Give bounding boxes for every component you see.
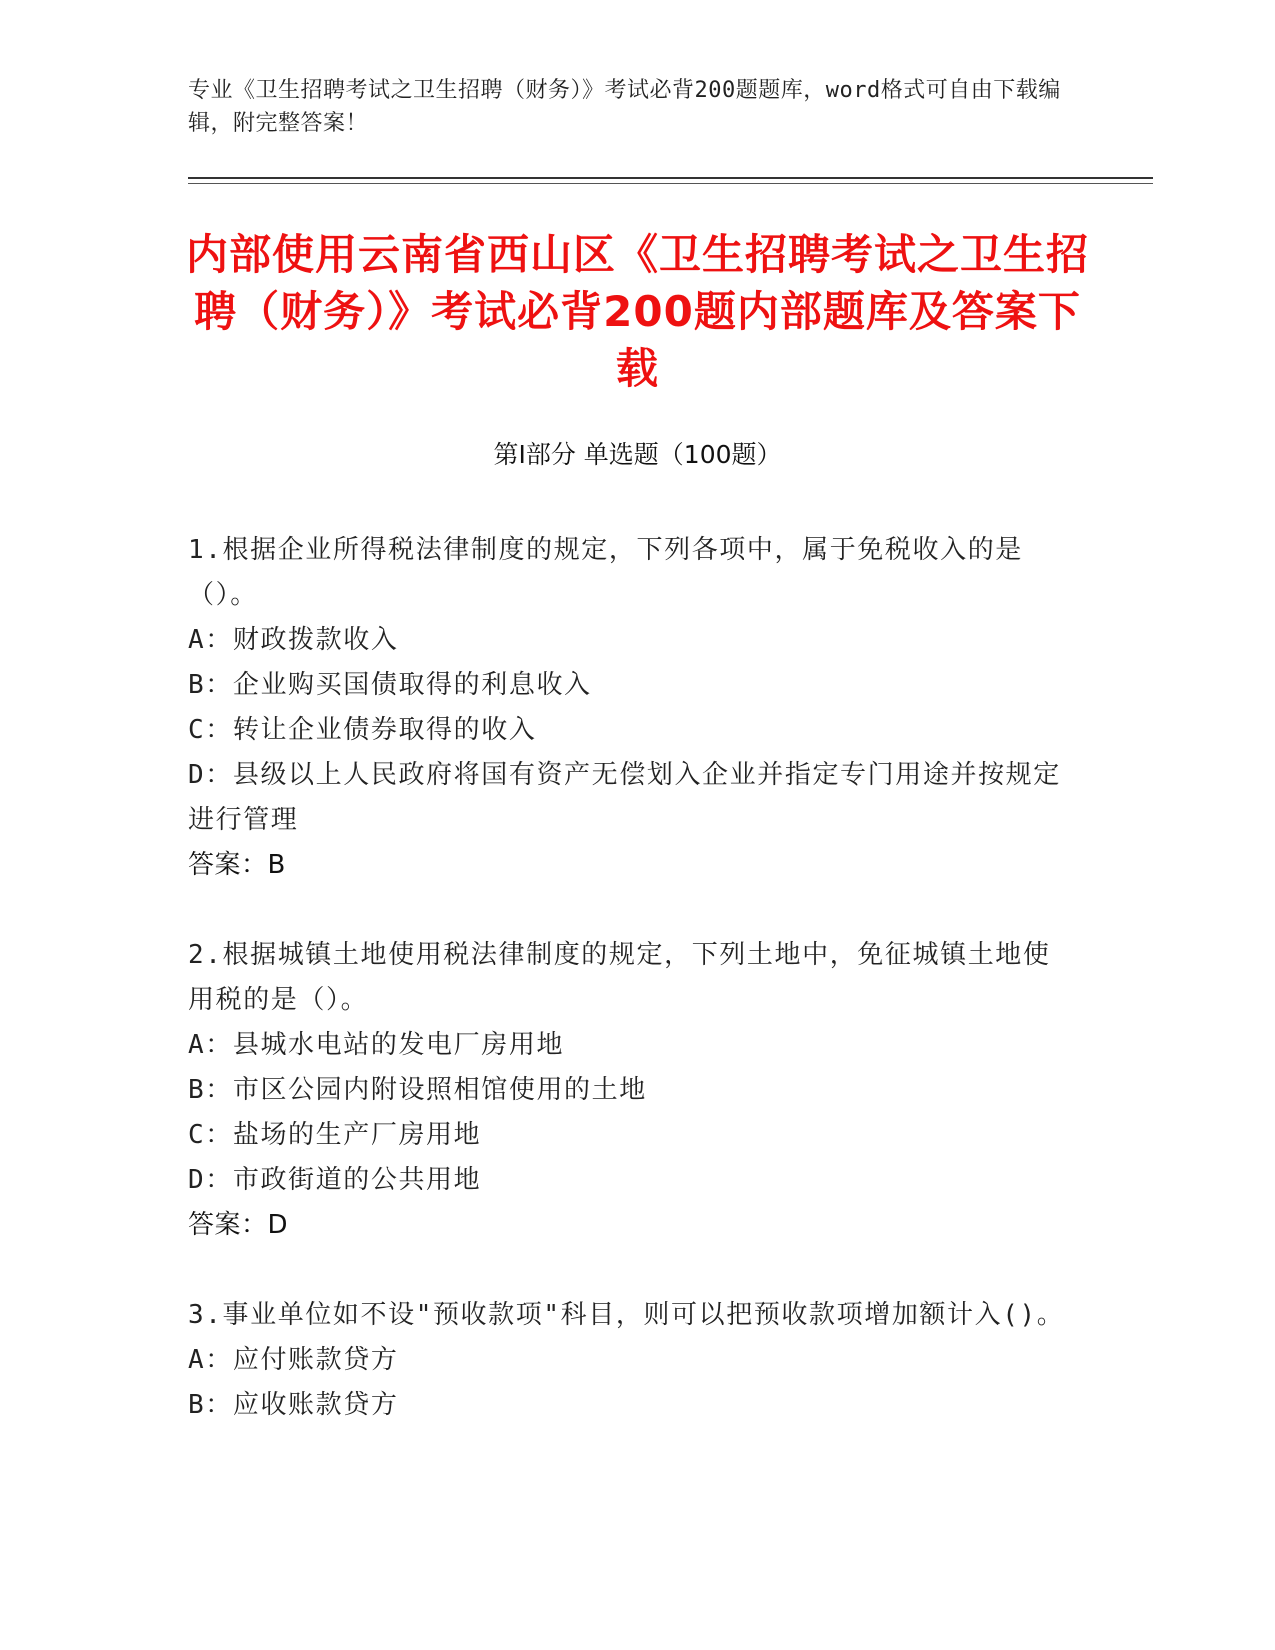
- header-note: 专业《卫生招聘考试之卫生招聘（财务）》考试必背200题题库，word格式可自由下载编辑，附完整答案！: [188, 78, 1061, 136]
- question-2: [188, 933, 1078, 1248]
- question-3: [188, 1293, 1078, 1428]
- question-stem: 3.事业单位如不设"预收款项"科目，则可以把预收款项增加额计入()。: [188, 1300, 1065, 1330]
- question-stem: 2.根据城镇土地使用税法律制度的规定，下列土地中，免征城镇土地使用税的是（）。: [188, 940, 1051, 1015]
- question-1: [188, 528, 1078, 888]
- answer: 答案：D: [188, 1210, 289, 1240]
- question-list: [188, 528, 1078, 1473]
- option-c: C：转让企业债券取得的收入: [188, 715, 537, 745]
- document-title: 内部使用云南省西山区《卫生招聘考试之卫生招聘（财务）》考试必背200题内部题库及答案下载: [185, 230, 1089, 393]
- option-a: A：应付账款贷方: [188, 1345, 399, 1375]
- option-a: A：财政拨款收入: [188, 625, 399, 655]
- section-title: 第Ⅰ部分 单选题（100题）: [493, 440, 782, 469]
- option-d: D：市政街道的公共用地: [188, 1165, 482, 1195]
- question-stem: 1.根据企业所得税法律制度的规定，下列各项中，属于免税收入的是（）。: [188, 535, 1023, 610]
- option-b: B：市区公园内附设照相馆使用的土地: [188, 1075, 647, 1105]
- option-b: B：企业购买国债取得的利息收入: [188, 670, 592, 700]
- option-c: C：盐场的生产厂房用地: [188, 1120, 482, 1150]
- option-a: A：县城水电站的发电厂房用地: [188, 1030, 565, 1060]
- option-b: B：应收账款贷方: [188, 1390, 399, 1420]
- option-d: D：县级以上人民政府将国有资产无偿划入企业并指定专门用途并按规定进行管理: [188, 760, 1061, 835]
- answer: 答案：B: [188, 850, 286, 880]
- header-divider-thick: [188, 177, 1153, 179]
- header-divider-thin: [188, 183, 1153, 184]
